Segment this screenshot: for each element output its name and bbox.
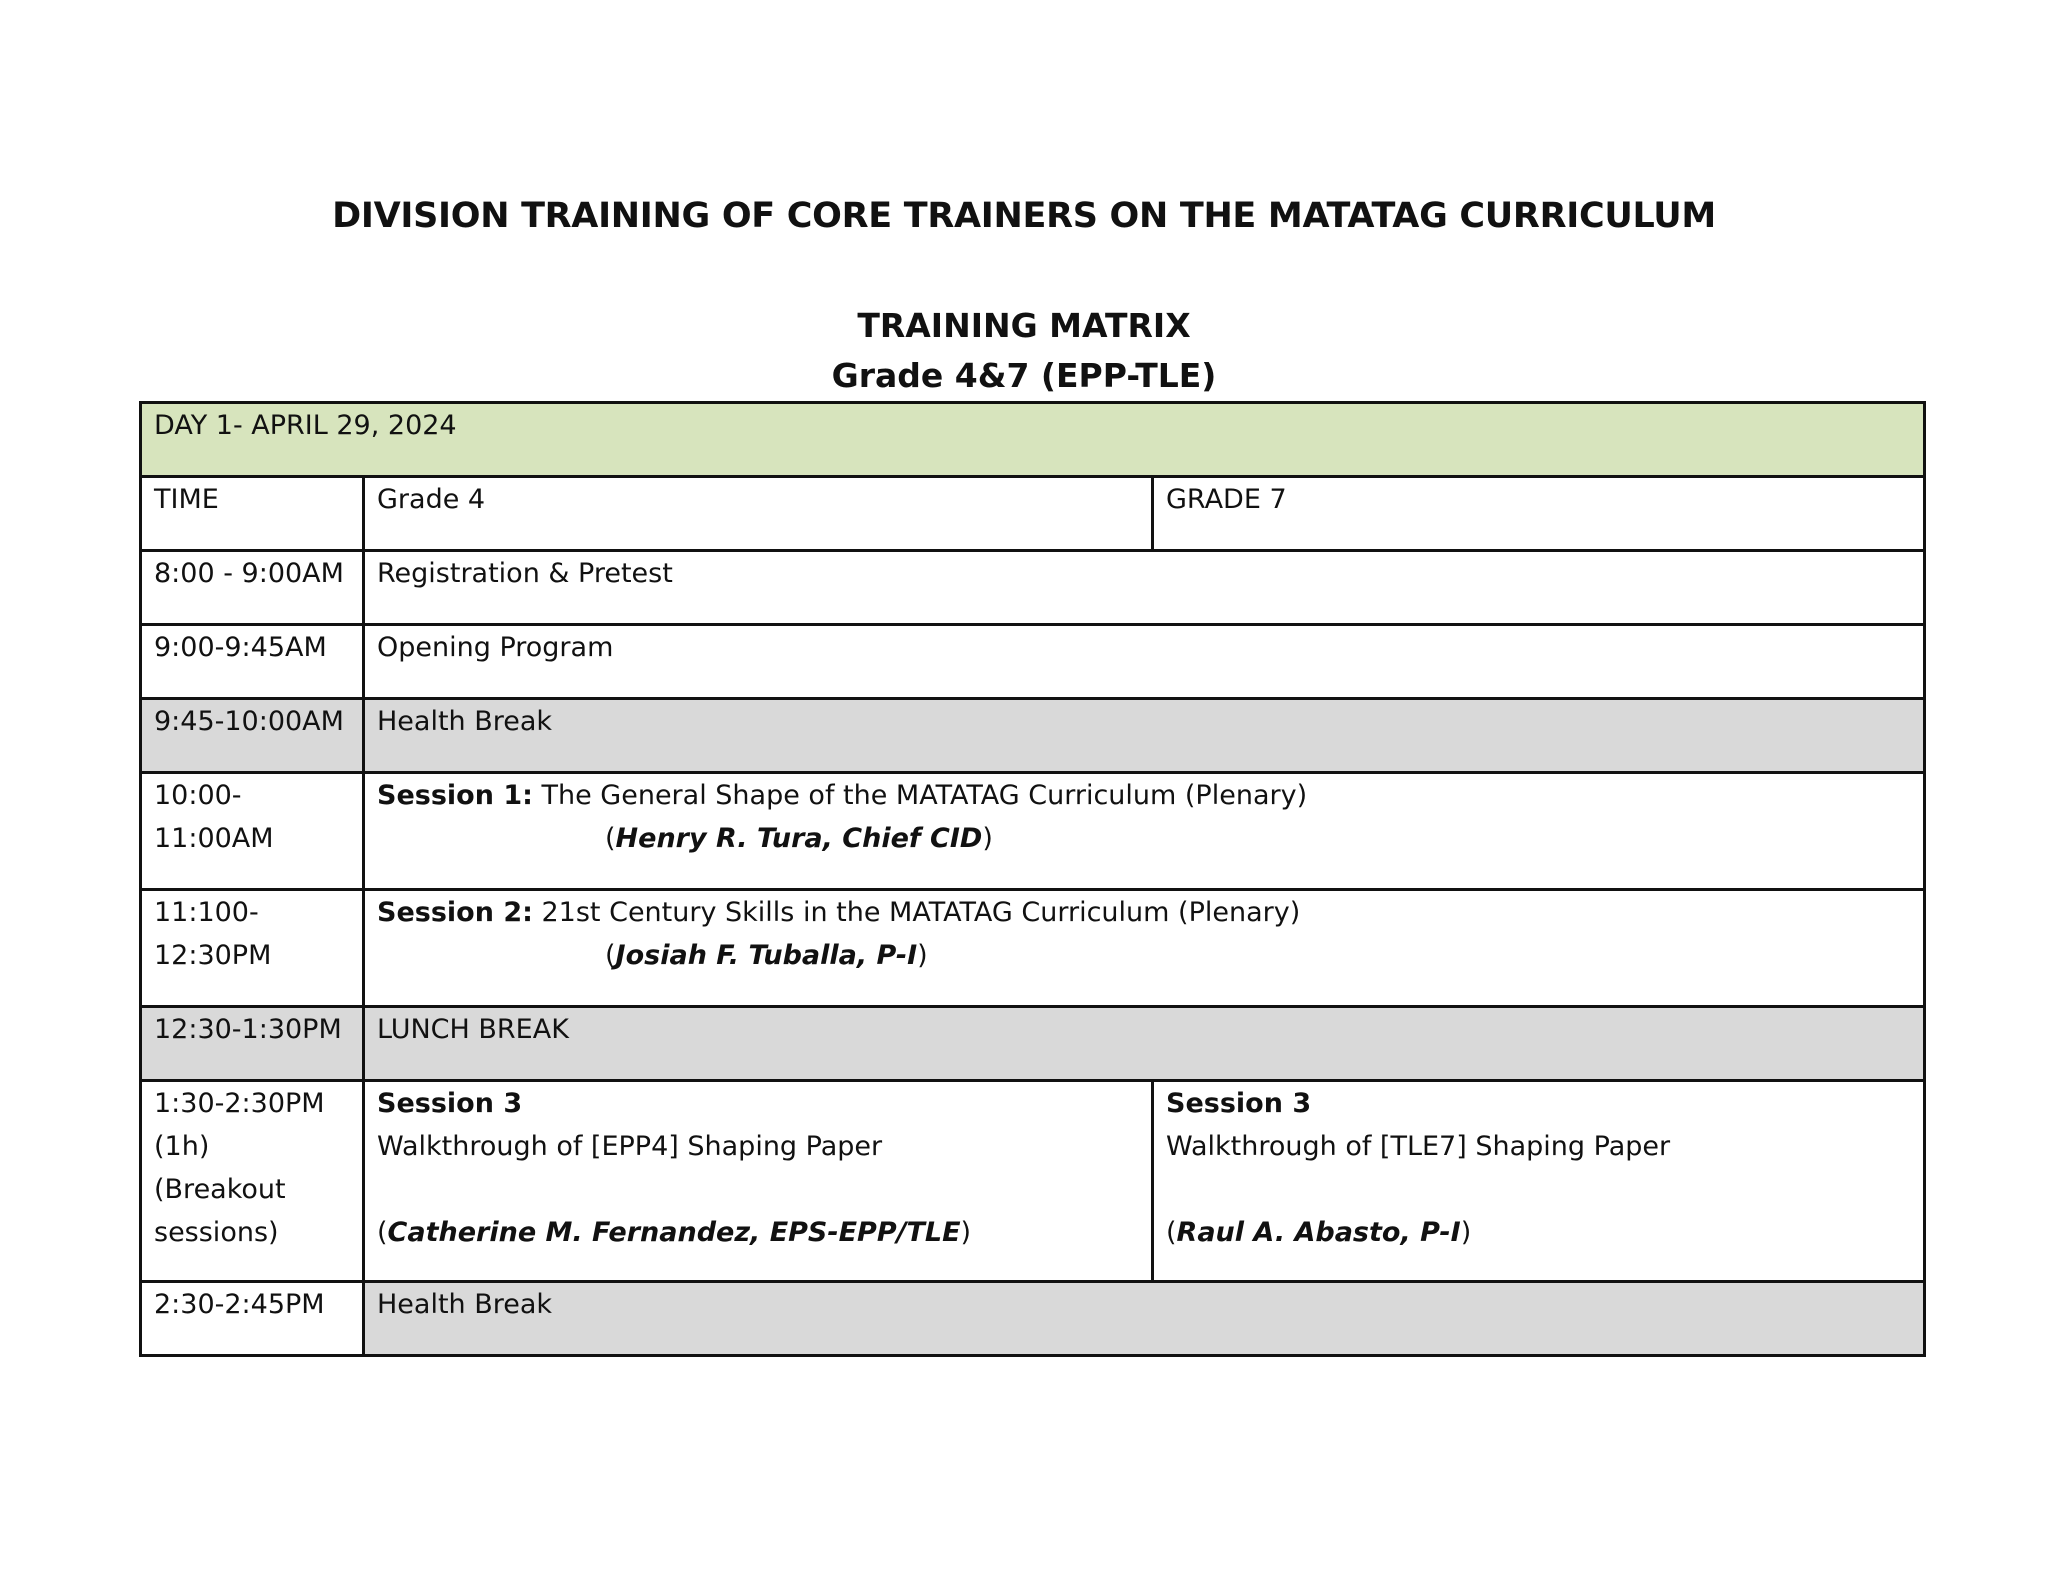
- speaker-line: [377, 1211, 1139, 1254]
- table-row: [141, 773, 1925, 890]
- paren-close: ): [1460, 1217, 1472, 1248]
- time-line: sessions): [154, 1217, 279, 1248]
- time-cell: 12:30-1:30PM: [141, 1007, 364, 1081]
- paren-close: ): [982, 823, 993, 854]
- spacer: [1166, 1168, 1911, 1211]
- activity-cell: Health Break: [364, 1282, 1925, 1356]
- time-cell: 9:45-10:00AM: [141, 699, 364, 773]
- paren-open: (: [377, 1217, 388, 1248]
- time-column-header: TIME: [141, 477, 364, 551]
- session-label: Session 3: [1166, 1088, 1312, 1119]
- session-title: Walkthrough of [EPP4] Shaping Paper: [377, 1131, 883, 1162]
- paren-open: (: [605, 823, 616, 854]
- grade7-session-cell: [1153, 1081, 1925, 1282]
- session-title: 21st Century Skills in the MATATAG Curriculum (Plenary): [532, 897, 1301, 928]
- speaker-line: [1166, 1211, 1911, 1254]
- day-header: DAY 1- APRIL 29, 2024: [141, 403, 1925, 477]
- grade4-column-header: Grade 4: [364, 477, 1153, 551]
- paren-open: (: [1166, 1217, 1177, 1248]
- speaker-name: Raul A. Abasto, P-I: [1176, 1217, 1461, 1248]
- paren-open: (: [605, 940, 616, 971]
- session-title: Walkthrough of [TLE7] Shaping Paper: [1166, 1131, 1671, 1162]
- time-line: (1h): [154, 1131, 210, 1162]
- table-row: [141, 890, 1925, 1007]
- activity-cell: Opening Program: [364, 625, 1925, 699]
- time-cell: 8:00 - 9:00AM: [141, 551, 364, 625]
- speaker-name: Catherine M. Fernandez, EPS-EPP/TLE: [387, 1217, 961, 1248]
- time-cell: 9:00-9:45AM: [141, 625, 364, 699]
- paren-close: ): [960, 1217, 972, 1248]
- session-title: The General Shape of the MATATAG Curriculum (Plenary): [532, 780, 1308, 811]
- activity-cell: LUNCH BREAK: [364, 1007, 1925, 1081]
- table-row: [141, 551, 1925, 625]
- speaker-name: Josiah F. Tuballa, P-I: [615, 940, 918, 971]
- speaker-line: [377, 817, 1911, 860]
- training-matrix-table: [139, 401, 1926, 1357]
- speaker-line: [377, 934, 1911, 977]
- table-row-breakout: [141, 1081, 1925, 1282]
- paren-close: ): [917, 940, 928, 971]
- day-header-row: [141, 403, 1925, 477]
- table-row-break: [141, 1007, 1925, 1081]
- activity-cell: Health Break: [364, 699, 1925, 773]
- grade4-session-cell: [364, 1081, 1153, 1282]
- column-header-row: [141, 477, 1925, 551]
- speaker-name: Henry R. Tura, Chief CID: [615, 823, 983, 854]
- session-cell: [364, 890, 1925, 1007]
- session-label: Session 3: [377, 1088, 523, 1119]
- time-cell: 10:00-11:00AM: [141, 773, 364, 890]
- table-row: [141, 625, 1925, 699]
- activity-cell: Registration & Pretest: [364, 551, 1925, 625]
- time-cell: 2:30-2:45PM: [141, 1282, 364, 1356]
- table-row-break: [141, 699, 1925, 773]
- document-title: DIVISION TRAINING OF CORE TRAINERS ON THE MATATAG CURRICULUM: [332, 196, 1716, 236]
- table-row-break: [141, 1282, 1925, 1356]
- matrix-title: TRAINING MATRIX: [857, 306, 1191, 345]
- time-cell: [141, 1081, 364, 1282]
- session-label: Session 1:: [377, 780, 533, 811]
- time-cell: 11:100-12:30PM: [141, 890, 364, 1007]
- spacer: [377, 1168, 1139, 1211]
- session-cell: [364, 773, 1925, 890]
- grade7-column-header: GRADE 7: [1153, 477, 1925, 551]
- time-line: (Breakout: [154, 1174, 286, 1205]
- time-line: 1:30-2:30PM: [154, 1088, 325, 1119]
- matrix-subtitle: Grade 4&7 (EPP-TLE): [831, 356, 1217, 395]
- session-label: Session 2:: [377, 897, 533, 928]
